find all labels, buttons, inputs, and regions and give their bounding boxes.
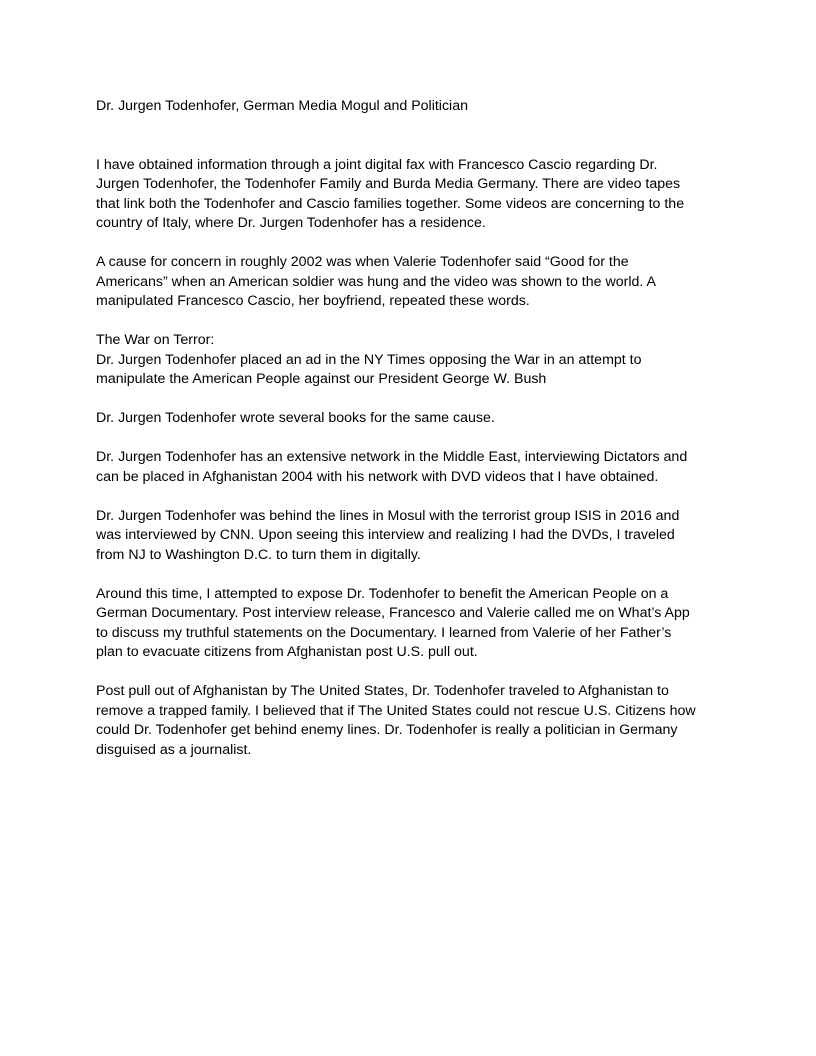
spacer bbox=[96, 565, 728, 585]
paragraph-line: Dr. Jurgen Todenhofer wrote several books for the same cause. bbox=[96, 410, 495, 426]
document-title: Dr. Jurgen Todenhofer, German Media Mogul and Politician bbox=[96, 98, 468, 114]
paragraph-line: I have obtained information through a joint digital fax with Francesco Cascio regarding Dr. bbox=[96, 156, 658, 173]
spacer bbox=[96, 429, 728, 449]
paragraph-line: plan to evacuate citizens from Afghanistan post U.S. pull out. bbox=[96, 644, 478, 660]
paragraph-line: Post pull out of Afghanistan by The United States, Dr. Todenhofer traveled to Afghanistan to bbox=[96, 683, 669, 699]
spacer bbox=[96, 136, 728, 156]
paragraph-5 bbox=[96, 448, 728, 487]
paragraph-8 bbox=[96, 682, 728, 760]
spacer bbox=[96, 390, 728, 410]
paragraph-6 bbox=[96, 507, 728, 566]
paragraph-line: from NJ to Washington D.C. to turn them in digitally. bbox=[96, 546, 421, 563]
paragraph-line: Americans” when an American soldier was hung and the video was shown to the world. A bbox=[96, 273, 656, 290]
paragraph-line: can be placed in Afghanistan 2004 with his network with DVD videos that I have obtained. bbox=[96, 468, 659, 485]
paragraph-7 bbox=[96, 585, 728, 663]
paragraph-line: Jurgen Todenhofer, the Todenhofer Family and Burda Media Germany. There are video tapes bbox=[96, 176, 681, 192]
paragraph-line: Around this time, I attempted to expose Dr. Todenhofer to benefit the American People on a bbox=[96, 585, 669, 602]
spacer bbox=[96, 234, 728, 254]
paragraph-line: was interviewed by CNN. Upon seeing this interview and realizing I had the DVDs, I traveled bbox=[96, 527, 675, 543]
document-page bbox=[96, 97, 728, 760]
paragraph-line: to discuss my truthful statements on the Documentary. I learned from Valerie of her Father’s bbox=[96, 624, 672, 641]
paragraph-3 bbox=[96, 331, 728, 390]
paragraph-line: disguised as a journalist. bbox=[96, 741, 252, 758]
paragraph-line: country of Italy, where Dr. Jurgen Todenhofer has a residence. bbox=[96, 215, 486, 231]
paragraph-line: Dr. Jurgen Todenhofer has an extensive network in the Middle East, interviewing Dictators and bbox=[96, 449, 688, 465]
spacer bbox=[96, 487, 728, 507]
spacer bbox=[96, 663, 728, 683]
paragraph-line: Dr. Jurgen Todenhofer placed an ad in the NY Times opposing the War in an attempt to bbox=[96, 351, 642, 368]
paragraph-line: could Dr. Todenhofer get behind enemy lines. Dr. Todenhofer is really a politician in Germany bbox=[96, 722, 678, 738]
paragraph-1 bbox=[96, 156, 728, 234]
paragraph-line: Dr. Jurgen Todenhofer was behind the lines in Mosul with the terrorist group ISIS in 2016 and bbox=[96, 507, 680, 524]
spacer bbox=[96, 312, 728, 332]
paragraph-line: A cause for concern in roughly 2002 was when Valerie Todenhofer said “Good for the bbox=[96, 254, 629, 270]
paragraph-line: German Documentary. Post interview release, Francesco and Valerie called me on What’s App bbox=[96, 605, 690, 621]
paragraph-2 bbox=[96, 253, 728, 312]
paragraph-line: manipulated Francesco Cascio, her boyfriend, repeated these words. bbox=[96, 293, 530, 309]
paragraph-line: that link both the Todenhofer and Cascio families together. Some videos are concerning to the bbox=[96, 195, 685, 212]
section-heading: The War on Terror: bbox=[96, 332, 215, 348]
paragraph-line: remove a trapped family. I believed that if The United States could not rescue U.S. Citizens how bbox=[96, 702, 696, 719]
spacer bbox=[96, 117, 728, 137]
paragraph-4 bbox=[96, 409, 728, 429]
paragraph-line: manipulate the American People against our President George W. Bush bbox=[96, 371, 547, 387]
